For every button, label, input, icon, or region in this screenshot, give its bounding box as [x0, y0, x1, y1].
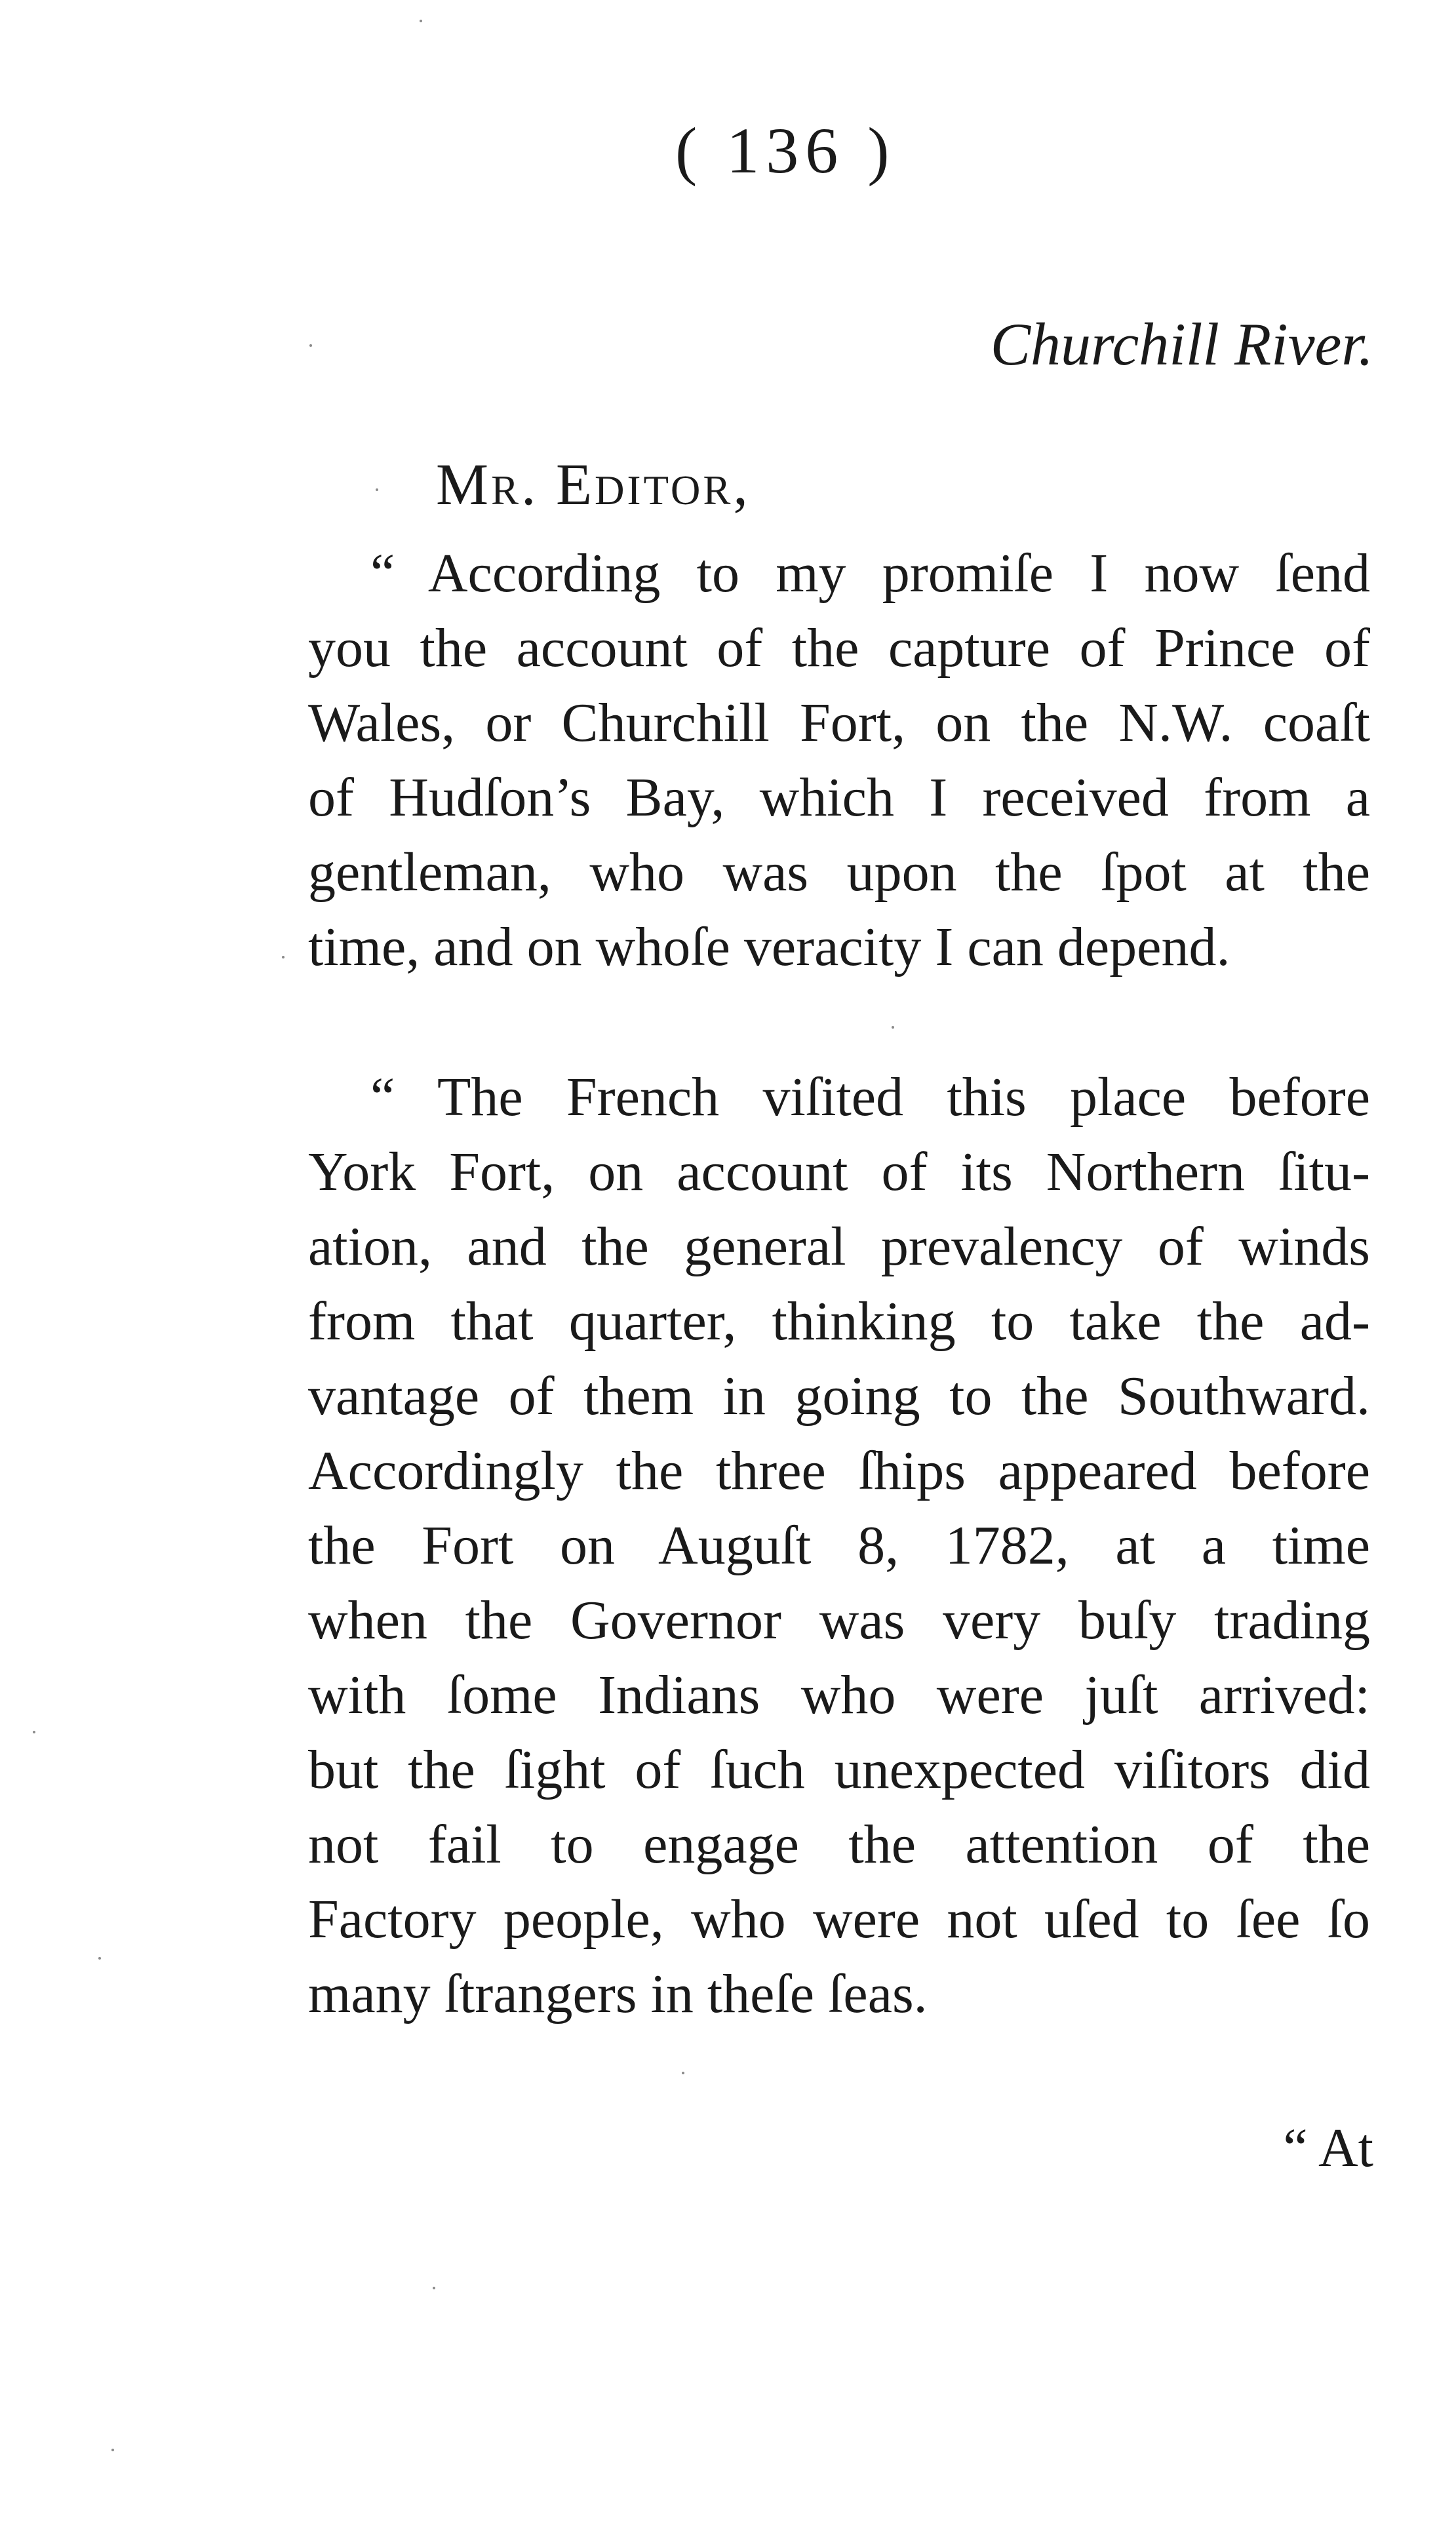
text-line: ation, and the general prevalency of winds — [308, 1216, 1370, 1277]
text-line: not fail to engage the attention of the — [308, 1814, 1370, 1875]
page-number: ( 136 ) — [675, 114, 896, 187]
text-line: gentleman, who was upon the ſpot at the — [308, 842, 1370, 903]
text-line: time, and on whoſe veracity I can depend. — [308, 917, 1230, 977]
paper-speck — [98, 1957, 101, 1960]
paper-speck — [892, 1026, 894, 1029]
text-line: Wales, or Churchill Fort, on the N.W. coaſt — [308, 692, 1370, 753]
text-line: of Hudſon’s Bay, which I received from a — [308, 767, 1370, 828]
running-head: Churchill River. — [990, 311, 1373, 378]
paper-speck — [33, 1731, 35, 1733]
paper-speck — [376, 488, 378, 491]
paper-speck — [309, 344, 312, 347]
text-line: many ſtrangers in theſe ſeas. — [308, 1964, 928, 2024]
text-line: you the account of the capture of Prince of — [308, 618, 1370, 679]
paper-speck — [420, 20, 422, 22]
text-line: the Fort on Auguſt 8, 1782, at a time — [308, 1515, 1370, 1576]
text-line: “ The French viſited this place before — [370, 1067, 1370, 1128]
text-line: “ According to my promiſe I now ſend — [370, 543, 1370, 604]
text-line: from that quarter, thinking to take the ad- — [308, 1291, 1370, 1352]
paragraph-2 — [308, 1060, 1370, 2032]
text-line: Accordingly the three ſhips appeared before — [308, 1440, 1370, 1501]
text-line: Factory people, who were not uſed to ſee ſo — [308, 1889, 1370, 1950]
paper-speck — [111, 2449, 114, 2451]
paper-speck — [433, 2287, 435, 2289]
text-line: with ſome Indians who were juſt arrived: — [308, 1665, 1370, 1726]
text-line: vantage of them in going to the Southward. — [308, 1366, 1370, 1427]
salutation: Mr. Editor, — [436, 452, 751, 517]
text-line: York Fort, on account of its Northern ſitu- — [308, 1141, 1370, 1202]
paragraph-1 — [308, 536, 1370, 985]
paper-speck — [282, 956, 285, 958]
paper-speck — [682, 2072, 684, 2074]
text-line: when the Governor was very buſy trading — [308, 1590, 1370, 1651]
text-line: but the ſight of ſuch unexpected viſitors did — [308, 1739, 1370, 1800]
catchword: “ At — [1283, 2118, 1373, 2179]
